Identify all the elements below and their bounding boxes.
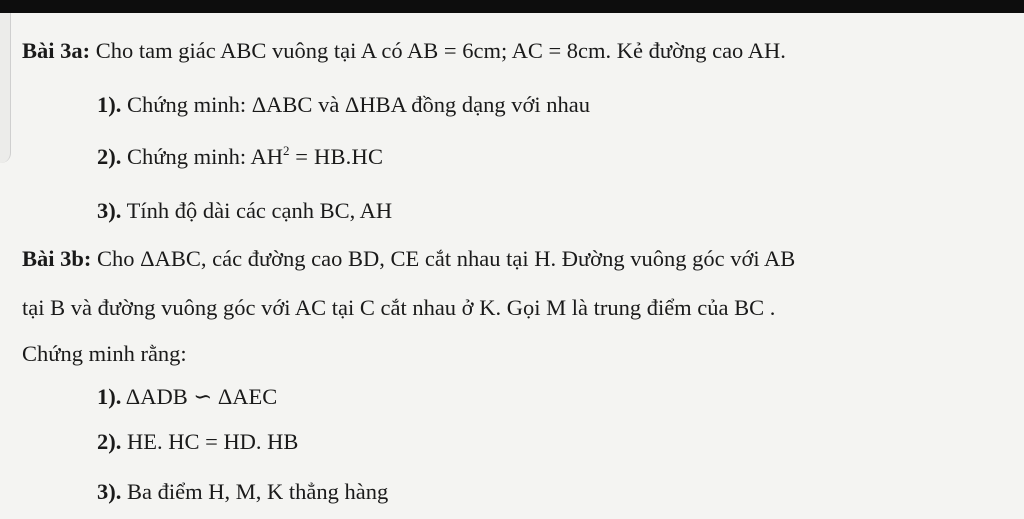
page-left-edge [0, 13, 11, 163]
bai3a-item-2-superscript: 2 [282, 143, 290, 158]
bai3b-text-line-2: tại B và đường vuông góc với AC tại C cắt nhau ở K. Gọi M là trung điểm của BC . [22, 295, 776, 320]
bai3a-item-3-text: Tính độ dài các cạnh BC, AH [121, 198, 393, 223]
bai3a-item-3 [97, 200, 392, 223]
bai3a-item-2-number: 2). [97, 144, 122, 169]
bai3a-item-1-text: Chứng minh: ΔABC và ΔHBA đồng dạng với nhau [121, 92, 591, 117]
bai3b-text-line-3: Chứng minh rằng: [22, 341, 187, 366]
bai3a-title: Bài 3a: [22, 38, 91, 63]
bai3b-item-3-text: Ba điểm H, M, K thẳng hàng [121, 479, 389, 504]
bai3a-item-1-number: 1). [97, 92, 122, 117]
bai3a-item-2-equation: = HB.HC [289, 144, 384, 169]
bai3b-item-1 [97, 386, 277, 409]
bai3b-statement-line-1 [22, 248, 795, 271]
bai3b-item-1-text: ΔADB ∽ ΔAEC [121, 384, 278, 409]
bai3b-item-2-text: HE. HC = HD. HB [121, 429, 299, 454]
bai3b-item-3 [97, 481, 388, 504]
bai3a-item-3-number: 3). [97, 198, 122, 223]
bai3a-text: Cho tam giác ABC vuông tại A có AB = 6cm; AC = 8cm. Kẻ đường cao AH. [90, 38, 786, 63]
bai3a-statement [22, 40, 786, 63]
bai3b-item-2 [97, 431, 298, 454]
bai3b-title: Bài 3b: [22, 246, 92, 271]
bai3b-statement-line-2 [22, 297, 775, 320]
bai3a-item-2-text: Chứng minh: AH [121, 144, 283, 169]
top-black-bar [0, 0, 1024, 13]
bai3b-item-3-number: 3). [97, 479, 122, 504]
bai3a-item-2 [97, 143, 384, 169]
bai3a-item-1 [97, 94, 590, 117]
bai3b-item-2-number: 2). [97, 429, 122, 454]
bai3b-text-line-1: Cho ΔABC, các đường cao BD, CE cắt nhau tại H. Đường vuông góc với AB [91, 246, 796, 271]
bai3b-statement-line-3 [22, 343, 187, 366]
bai3b-item-1-number: 1). [97, 384, 122, 409]
